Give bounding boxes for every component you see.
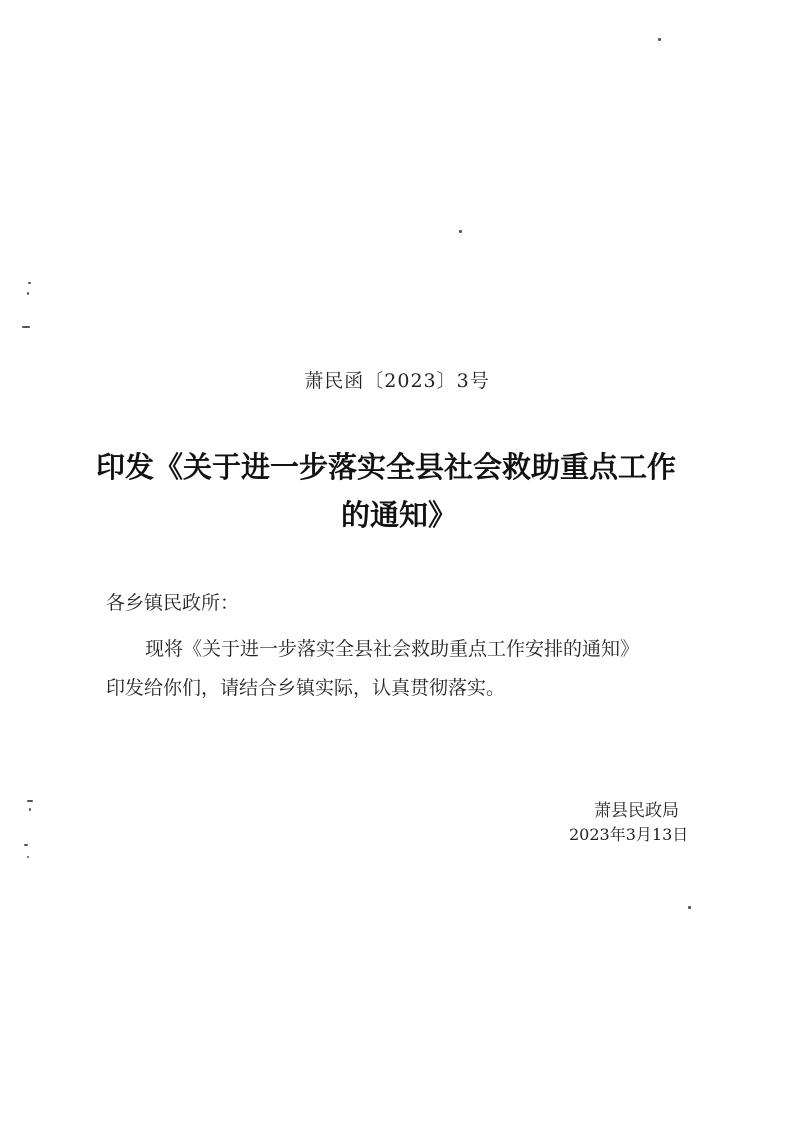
body-line-2: 印发给你们，请结合乡镇实际，认真贯彻落实。 bbox=[106, 677, 506, 699]
scan-speck bbox=[27, 856, 29, 858]
scan-speck bbox=[22, 326, 30, 328]
scan-speck bbox=[24, 844, 28, 846]
document-number: 萧民函〔2023〕3号 bbox=[304, 370, 490, 392]
scan-speck bbox=[28, 282, 31, 284]
body-line-1: 现将《关于进一步落实全县社会救助重点工作安排的通知》 bbox=[145, 638, 640, 660]
scan-speck bbox=[27, 800, 33, 802]
scan-speck bbox=[27, 292, 29, 295]
salutation: 各乡镇民政所： bbox=[106, 592, 240, 614]
title-line-1: 印发《关于进一步落实全县社会救助重点工作 bbox=[96, 450, 677, 484]
scan-speck bbox=[658, 38, 661, 41]
scan-speck bbox=[688, 906, 691, 909]
issuer-signature: 萧县民政局 bbox=[594, 801, 679, 821]
document-title bbox=[96, 443, 706, 539]
body-paragraph bbox=[106, 630, 706, 708]
title-line-2: 的通知》 bbox=[341, 498, 458, 532]
issue-date: 2023年3月13日 bbox=[569, 825, 689, 844]
scan-speck bbox=[459, 230, 462, 233]
scan-speck bbox=[29, 808, 31, 811]
